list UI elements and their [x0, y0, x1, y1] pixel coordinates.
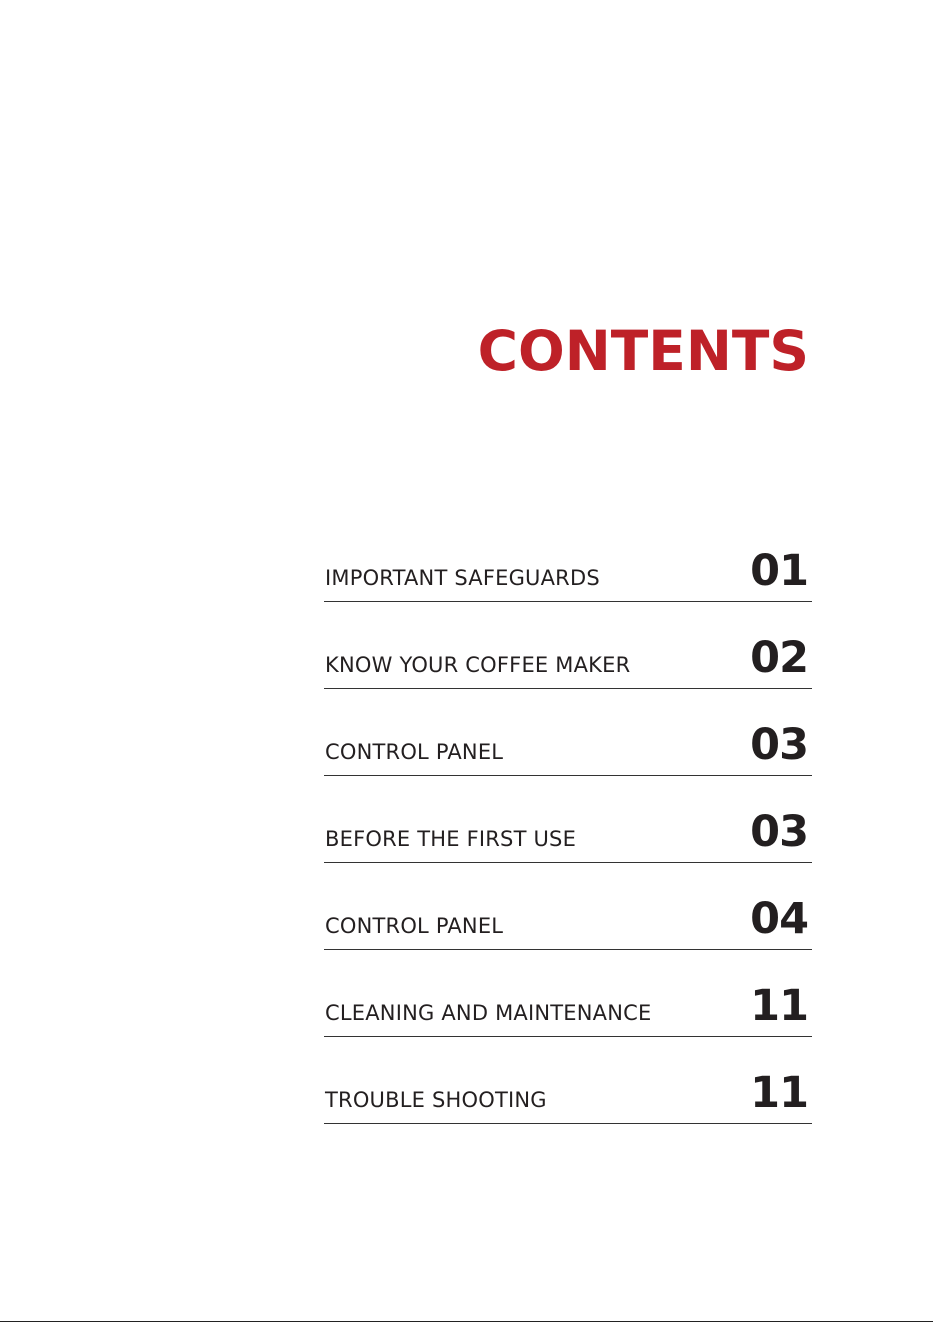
- toc-entry-page-number: 11: [750, 1068, 808, 1118]
- toc-divider: [324, 1036, 812, 1037]
- toc-divider: [324, 1123, 812, 1124]
- toc-entry-label: CONTROL PANEL: [325, 914, 504, 938]
- toc-entry-page-number: 03: [750, 720, 808, 770]
- toc-entry-label: IMPORTANT SAFEGUARDS: [325, 566, 600, 590]
- toc-entry-page-number: 02: [750, 633, 808, 683]
- toc-entry[interactable]: [324, 963, 812, 1050]
- toc-entry[interactable]: [324, 702, 812, 789]
- toc-divider: [324, 775, 812, 776]
- toc-entry-label: BEFORE THE FIRST USE: [325, 827, 577, 851]
- toc-divider: [324, 601, 812, 602]
- toc-entry-label: KNOW YOUR COFFEE MAKER: [325, 653, 631, 677]
- toc-entry[interactable]: [324, 876, 812, 963]
- toc-entry[interactable]: [324, 615, 812, 702]
- toc-entry-page-number: 01: [750, 546, 808, 596]
- page-title: CONTENTS: [477, 319, 809, 383]
- toc-entry[interactable]: [324, 528, 812, 615]
- page-bottom-edge: [0, 1321, 933, 1322]
- toc-entry-label: TROUBLE SHOOTING: [325, 1088, 547, 1112]
- toc-entry-label: CLEANING AND MAINTENANCE: [325, 1001, 652, 1025]
- toc-entry-page-number: 04: [750, 894, 808, 944]
- toc-divider: [324, 949, 812, 950]
- toc-entry[interactable]: [324, 789, 812, 876]
- table-of-contents: [324, 528, 812, 1137]
- toc-entry-label: CONTROL PANEL: [325, 740, 504, 764]
- toc-entry[interactable]: [324, 1050, 812, 1137]
- toc-divider: [324, 688, 812, 689]
- toc-divider: [324, 862, 812, 863]
- toc-entry-page-number: 11: [750, 981, 808, 1031]
- toc-entry-page-number: 03: [750, 807, 808, 857]
